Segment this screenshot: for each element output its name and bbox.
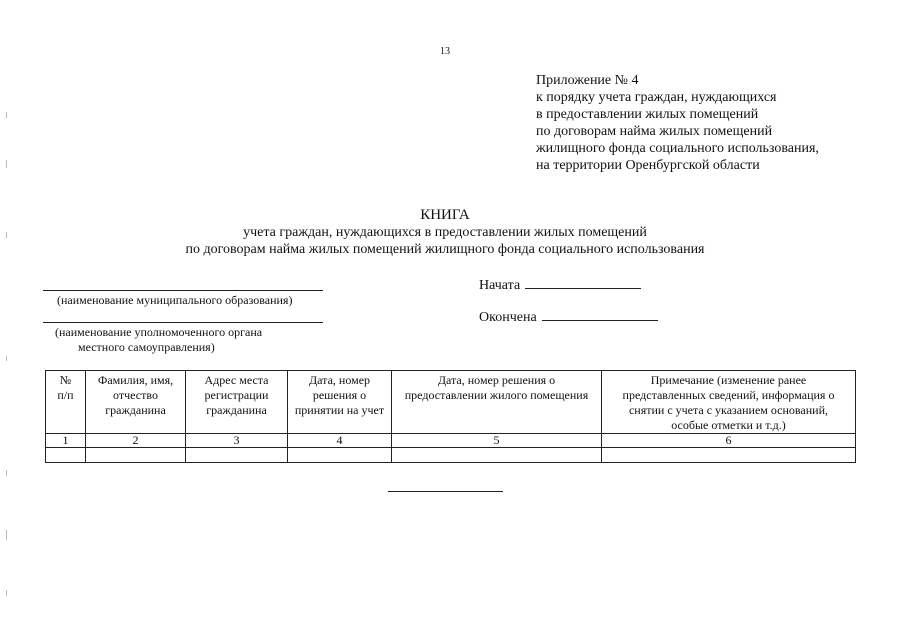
header-cell-provision-decision: Дата, номер решения о предоставлении жилого помещения [392,371,602,434]
scan-margin-mark [6,232,7,238]
document-title [0,207,890,258]
column-number-cell: 3 [186,434,288,448]
table-cell [186,448,288,463]
municipality-caption: (наименование муниципального образования) [57,293,293,307]
scan-margin-mark [6,160,7,168]
table-cell [392,448,602,463]
column-number-cell: 5 [392,434,602,448]
column-number-cell: 1 [46,434,86,448]
scan-margin-mark [6,112,7,118]
header-cell-number: № п/п [46,371,86,434]
finished-blank [542,308,658,321]
authority-blank-line [43,322,323,323]
table-header-row [46,371,856,434]
column-number-cell: 4 [288,434,392,448]
title-line-1: учета граждан, нуждающихся в предоставлении жилых помещений [243,225,647,240]
appendix-line: на территории Оренбургской области [536,158,760,173]
appendix-line: к порядку учета граждан, нуждающихся [536,90,777,105]
title-line-2: по договорам найма жилых помещений жилищного фонда социального использования [185,242,705,257]
appendix-line: жилищного фонда социального использования, [536,141,819,156]
table-cell [288,448,392,463]
column-number-cell: 6 [602,434,856,448]
authority-caption-line-1: (наименование уполномоченного органа [55,325,263,339]
table-column-number-row [46,434,856,448]
end-of-document-line [388,491,503,492]
header-cell-address: Адрес места регистрации гражданина [186,371,288,434]
finished-label: Окончена [479,310,537,325]
municipality-blank-line [43,290,323,291]
finished-field [479,308,658,326]
table-cell [46,448,86,463]
table-row [46,448,856,463]
title-book: КНИГА [420,207,470,223]
appendix-line: Приложение № 4 [536,73,639,88]
header-cell-notes: Примечание (изменение ранее представленных сведений, информация о снятии с учета с указанием оснований, особые отметки и т.д.) [602,371,856,434]
table-cell [602,448,856,463]
appendix-line: в предоставлении жилых помещений [536,107,759,122]
scan-margin-mark [6,590,7,596]
appendix-header [536,72,819,174]
header-cell-full-name: Фамилия, имя, отчество гражданина [86,371,186,434]
page-number: 13 [440,46,450,57]
scan-margin-mark [6,356,7,361]
scan-margin-mark [6,530,7,540]
table-cell [86,448,186,463]
register-table [45,370,856,463]
started-field [479,276,641,294]
header-cell-registration-decision: Дата, номер решения о принятии на учет [288,371,392,434]
column-number-cell: 2 [86,434,186,448]
started-label: Начата [479,278,521,293]
started-blank [525,276,641,289]
authority-caption-line-2: местного самоуправления) [78,340,215,354]
scan-margin-mark [6,470,7,476]
appendix-line: по договорам найма жилых помещений [536,124,773,139]
